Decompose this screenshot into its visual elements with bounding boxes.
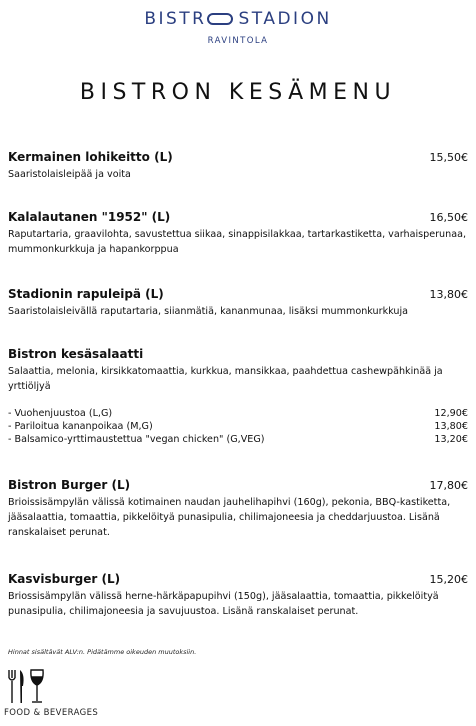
menu-item <box>8 347 468 446</box>
menu-item-name: Kalalautanen "1952" (L) <box>8 210 171 224</box>
brand-wordmark <box>0 8 476 30</box>
brand-o-shape <box>207 13 233 25</box>
menu-item-name: Stadionin rapuleipä (L) <box>8 287 164 301</box>
menu-item <box>8 287 468 319</box>
menu-item-name: Kasvisburger (L) <box>8 572 121 586</box>
menu-item <box>8 150 468 182</box>
variant-list <box>8 407 468 446</box>
menu-item-price: 16,50€ <box>429 211 468 224</box>
variant-row <box>8 433 468 446</box>
variant-row <box>8 420 468 433</box>
wine-glass-icon <box>31 670 43 702</box>
menu-item-name: Bistron Burger (L) <box>8 478 131 492</box>
menu-item-name: Kermainen lohikeitto (L) <box>8 150 173 164</box>
menu-item <box>8 572 468 619</box>
menu-item-price: 15,20€ <box>429 573 468 586</box>
menu-title: BISTRON KESÄMENU <box>79 80 397 105</box>
variant-price: 13,80€ <box>434 421 468 432</box>
menu-item-description: Brioissisämpylän välissä kotimainen naudan jauhelihapihvi (160g), pekonia, BBQ-kastiketta, jääsalaattia, tomaattia, pikkelöityä punasipulia, chilimajoneesia ja cheddarjuustoa. Lisänä ranskalaiset perunat. <box>8 497 451 538</box>
menu-item <box>8 210 468 257</box>
fork-icon <box>9 670 15 703</box>
variant-price: 12,90€ <box>434 408 468 419</box>
menu-item <box>8 478 468 540</box>
menu-item-description: Saaristolaisleipää ja voita <box>8 169 131 180</box>
menu-item-description: Salaattia, melonia, kirsikkatomaattia, kurkkua, mansikkaa, paahdettua cashewpähkinää ja yrttiöljyä <box>8 366 443 392</box>
menu-item-description: Raputartaria, graavilohta, savustettua siikaa, sinappisilakkaa, tartarkastiketta, varhaisperunaa, mummonkurkkuja ja hapankorppua <box>8 229 467 255</box>
variant-price: 13,20€ <box>434 434 468 445</box>
menu-item-price: 17,80€ <box>429 479 468 492</box>
menu-item-price: 15,50€ <box>429 151 468 164</box>
food-beverage-icons <box>6 668 50 708</box>
variant-label: - Balsamico-yrttimaustettua "vegan chicken" (G,VEG) <box>8 434 265 445</box>
brand-logo <box>0 8 476 46</box>
price-note: Hinnat sisältävät ALV:n. Pidätämme oikeuden muutoksiin. <box>8 648 197 656</box>
brand-name-left: BISTR <box>144 9 207 29</box>
menu-item-name: Bistron kesäsalaatti <box>8 347 144 361</box>
menu-item-description: Briossisämpylän välissä herne-härkäpapupihvi (150g), jääsalaattia, tomaattia, pikkelöityä punasipulia, chilimajoneesia ja savujuustoa. Lisänä ranskalaiset perunat. <box>8 591 439 617</box>
food-beverages-label: FOOD & BEVERAGES <box>4 708 99 718</box>
variant-row <box>8 407 468 420</box>
knife-icon <box>20 670 24 703</box>
variant-label: - Pariloitua kananpoikaa (M,G) <box>8 421 153 432</box>
brand-name-right: STADION <box>238 9 332 29</box>
variant-label: - Vuohenjuustoa (L,G) <box>8 408 113 419</box>
brand-subtitle: RAVINTOLA <box>207 36 269 46</box>
menu-item-description: Saaristolaisleivällä raputartaria, siianmätiä, kananmunaa, lisäksi mummonkurkkuja <box>8 306 409 317</box>
menu-item-price: 13,80€ <box>429 288 468 301</box>
